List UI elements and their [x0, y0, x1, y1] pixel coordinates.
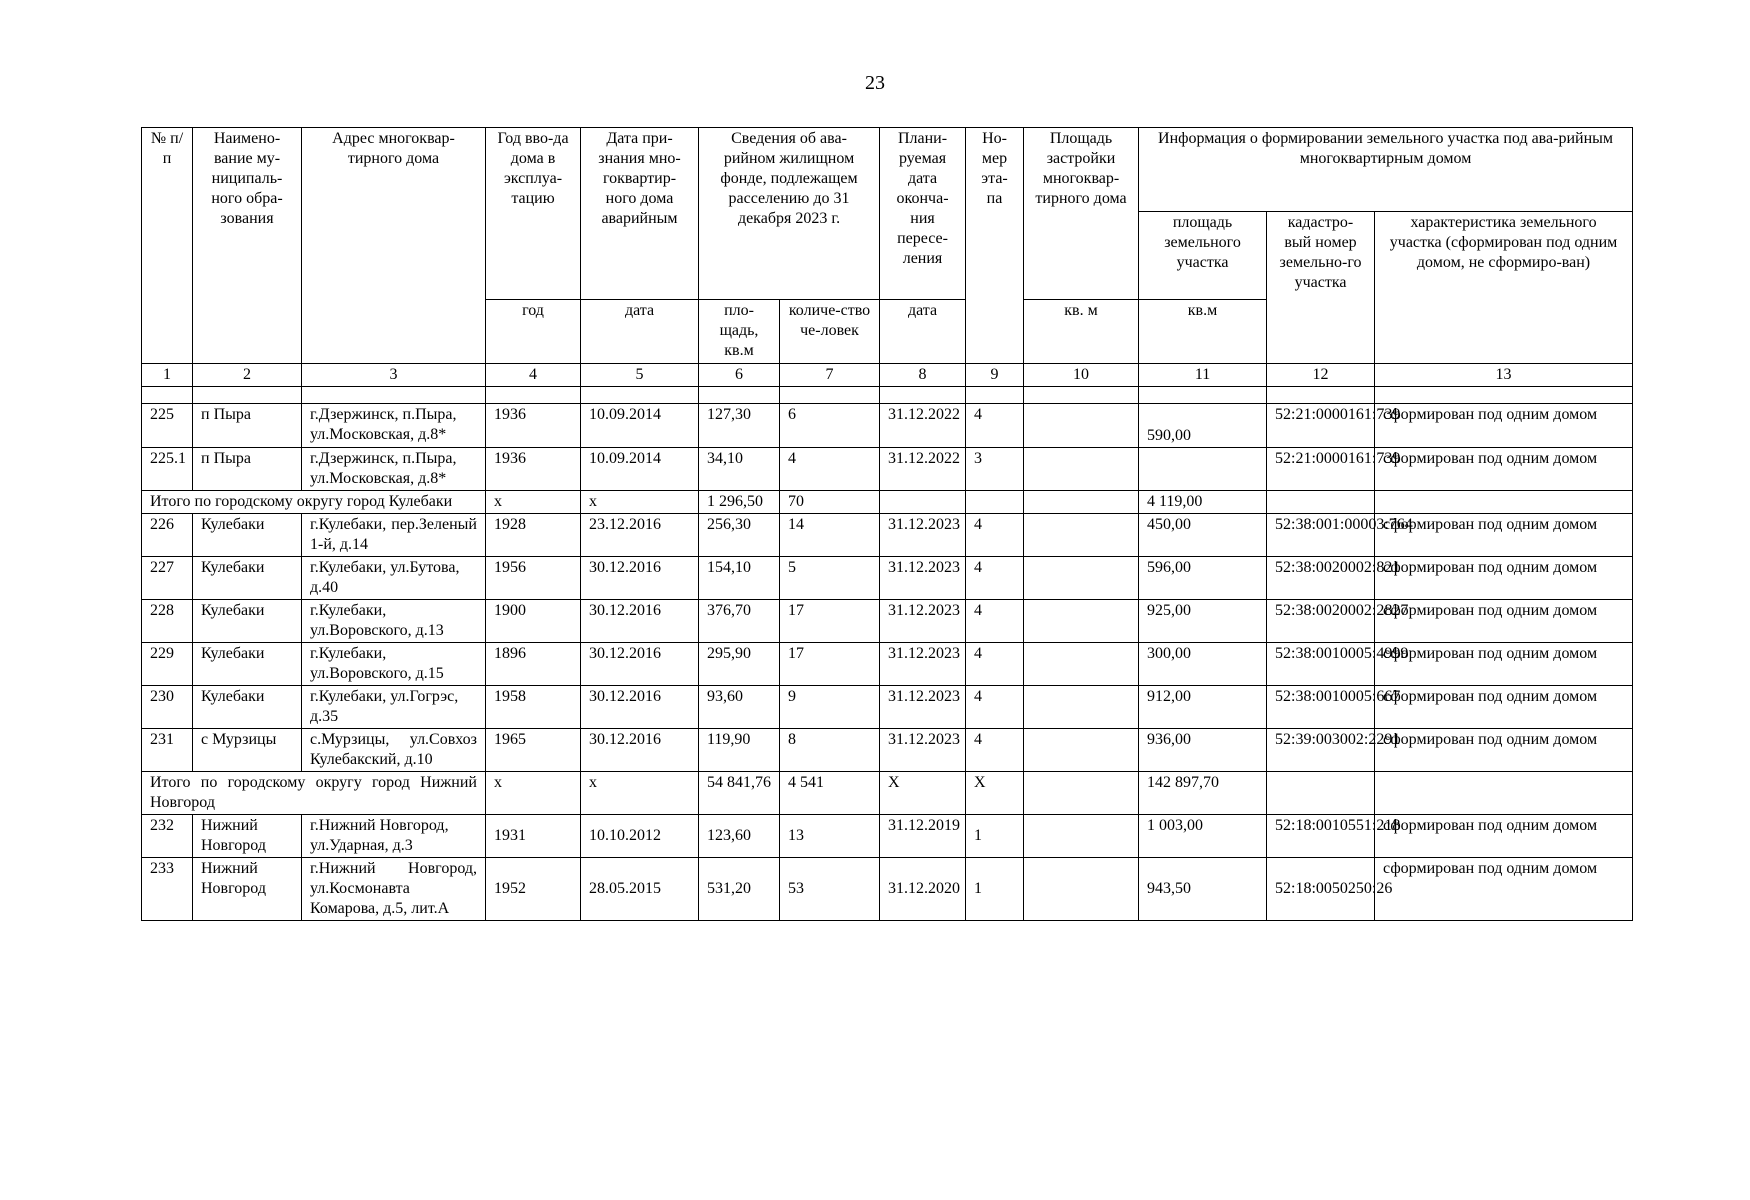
row-cadastral: 52:21:0000161:739	[1267, 448, 1375, 491]
row-number: 225.1	[142, 448, 193, 491]
row-date: 30.12.2016	[581, 643, 699, 686]
col-num: 11	[1139, 364, 1267, 387]
row-area: 93,60	[699, 686, 780, 729]
row-area: 295,90	[699, 643, 780, 686]
row-date: 10.09.2014	[581, 404, 699, 448]
row-municipality: Нижний Новгород	[193, 815, 302, 858]
col-num: 5	[581, 364, 699, 387]
row-building-area	[1024, 643, 1139, 686]
unit-date: дата	[581, 300, 699, 364]
row-building-area	[1024, 815, 1139, 858]
total-date: x	[581, 491, 699, 514]
row-address: г.Нижний Новгород, ул.Космонавта Комарова, д.5, лит.А	[302, 858, 486, 921]
row-land-area: 1 003,00	[1139, 815, 1267, 858]
row-address: г.Кулебаки, пер.Зеленый 1-й, д.14	[302, 514, 486, 557]
row-building-area	[1024, 404, 1139, 448]
row-municipality: Кулебаки	[193, 557, 302, 600]
row-number: 226	[142, 514, 193, 557]
row-cadastral: 52:38:0020002:2827	[1267, 600, 1375, 643]
page-number: 23	[865, 72, 885, 94]
col-num: 1	[142, 364, 193, 387]
header-emergency-fund: Сведения об ава-рийном жилищном фонде, подлежащем расселению до 31 декабря 2023 г.	[699, 128, 880, 300]
row-area: 34,10	[699, 448, 780, 491]
row-area: 123,60	[699, 815, 780, 858]
row-year: 1956	[486, 557, 581, 600]
col-num: 13	[1375, 364, 1633, 387]
total-stage	[966, 491, 1024, 514]
row-address: г.Дзержинск, п.Пыра, ул.Московская, д.8*	[302, 404, 486, 448]
row-characteristic: сформирован под одним домом	[1375, 448, 1633, 491]
unit-people: количе-ство че-ловек	[780, 300, 880, 364]
table-row	[142, 686, 1633, 729]
unit-resettle-date: дата	[880, 300, 966, 364]
row-building-area	[1024, 557, 1139, 600]
row-land-area: 450,00	[1139, 514, 1267, 557]
col-num: 6	[699, 364, 780, 387]
spacer-cell	[966, 387, 1024, 404]
header-land-characteristic: характеристика земельного участка (сформирован под одним домом, не сформиро-ван)	[1375, 212, 1633, 364]
col-num: 7	[780, 364, 880, 387]
row-year: 1965	[486, 729, 581, 772]
row-area: 154,10	[699, 557, 780, 600]
row-cadastral: 52:38:0010005:667	[1267, 686, 1375, 729]
row-resettle-date: 31.12.2022	[880, 448, 966, 491]
header-land-info: Информация о формировании земельного участка под ава-рийным многоквартирным домом	[1139, 128, 1633, 212]
spacer-cell	[1375, 387, 1633, 404]
row-land-area: 943,50	[1139, 858, 1267, 921]
row-characteristic: сформирован под одним домом	[1375, 404, 1633, 448]
row-people: 9	[780, 686, 880, 729]
row-municipality: Кулебаки	[193, 643, 302, 686]
col-num: 2	[193, 364, 302, 387]
table-row	[142, 643, 1633, 686]
header-year: Год вво-да дома в эксплуа-тацию	[486, 128, 581, 300]
row-people: 14	[780, 514, 880, 557]
row-resettle-date: 31.12.2019	[880, 815, 966, 858]
row-address: г.Кулебаки, ул.Бутова, д.40	[302, 557, 486, 600]
row-building-area	[1024, 858, 1139, 921]
total-year: x	[486, 772, 581, 815]
row-people: 53	[780, 858, 880, 921]
row-area: 531,20	[699, 858, 780, 921]
spacer-cell	[880, 387, 966, 404]
header-land-area: площадь земельного участка	[1139, 212, 1267, 300]
row-stage: 4	[966, 729, 1024, 772]
row-date: 28.05.2015	[581, 858, 699, 921]
unit-land-area: кв.м	[1139, 300, 1267, 364]
total-cadastral	[1267, 772, 1375, 815]
row-stage: 1	[966, 815, 1024, 858]
row-building-area	[1024, 600, 1139, 643]
row-stage: 1	[966, 858, 1024, 921]
row-address: с.Мурзицы, ул.Совхоз Кулебакский, д.10	[302, 729, 486, 772]
spacer-cell	[142, 387, 193, 404]
spacer-cell	[193, 387, 302, 404]
col-num: 9	[966, 364, 1024, 387]
row-cadastral: 52:38:001:00003:764	[1267, 514, 1375, 557]
col-num: 8	[880, 364, 966, 387]
col-num: 3	[302, 364, 486, 387]
row-cadastral: 52:18:0050250:26	[1267, 858, 1375, 921]
row-date: 10.09.2014	[581, 448, 699, 491]
row-characteristic: сформирован под одним домом	[1375, 643, 1633, 686]
row-cadastral: 52:38:0010005:4999	[1267, 643, 1375, 686]
total-building-area	[1024, 491, 1139, 514]
total-people: 4 541	[780, 772, 880, 815]
row-municipality: Кулебаки	[193, 600, 302, 643]
row-resettle-date: 31.12.2020	[880, 858, 966, 921]
row-municipality: п Пыра	[193, 448, 302, 491]
unit-building-area: кв. м	[1024, 300, 1139, 364]
row-people: 17	[780, 643, 880, 686]
table-row	[142, 600, 1633, 643]
row-characteristic: сформирован под одним домом	[1375, 858, 1633, 921]
row-land-area: 925,00	[1139, 600, 1267, 643]
row-area: 256,30	[699, 514, 780, 557]
header-number: № п/п	[142, 128, 193, 364]
row-number: 232	[142, 815, 193, 858]
header-municipality: Наимено-вание му-ниципаль-ного обра-зования	[193, 128, 302, 364]
row-building-area	[1024, 729, 1139, 772]
header-stage: Но-мер эта-па	[966, 128, 1024, 364]
row-land-area: 596,00	[1139, 557, 1267, 600]
row-resettle-date: 31.12.2022	[880, 404, 966, 448]
row-characteristic: сформирован под одним домом	[1375, 600, 1633, 643]
table-row	[142, 557, 1633, 600]
row-municipality: с Мурзицы	[193, 729, 302, 772]
row-date: 23.12.2016	[581, 514, 699, 557]
row-year: 1952	[486, 858, 581, 921]
table-row	[142, 858, 1633, 921]
row-year: 1928	[486, 514, 581, 557]
total-resettle-date: X	[880, 772, 966, 815]
spacer-cell	[302, 387, 486, 404]
total-area: 1 296,50	[699, 491, 780, 514]
header-recognition-date: Дата при-знания мно-гоквартир-ного дома аварийным	[581, 128, 699, 300]
row-people: 4	[780, 448, 880, 491]
row-number: 229	[142, 643, 193, 686]
row-stage: 4	[966, 600, 1024, 643]
total-building-area	[1024, 772, 1139, 815]
row-date: 30.12.2016	[581, 729, 699, 772]
total-characteristic	[1375, 772, 1633, 815]
row-land-area	[1139, 448, 1267, 491]
total-land-area: 4 119,00	[1139, 491, 1267, 514]
row-resettle-date: 31.12.2023	[880, 600, 966, 643]
spacer-cell	[581, 387, 699, 404]
row-address: г.Кулебаки, ул.Гогрэс, д.35	[302, 686, 486, 729]
row-cadastral: 52:21:0000161:739	[1267, 404, 1375, 448]
row-stage: 4	[966, 404, 1024, 448]
total-row	[142, 772, 1633, 815]
total-label: Итого по городскому округу город Кулебаки	[142, 491, 486, 514]
row-date: 10.10.2012	[581, 815, 699, 858]
spacer-cell	[486, 387, 581, 404]
header-cadastral-number: кадастро-вый номер земельно-го участка	[1267, 212, 1375, 364]
col-num: 4	[486, 364, 581, 387]
total-land-area: 142 897,70	[1139, 772, 1267, 815]
row-year: 1900	[486, 600, 581, 643]
row-people: 13	[780, 815, 880, 858]
row-building-area	[1024, 514, 1139, 557]
row-year: 1958	[486, 686, 581, 729]
row-land-area: 936,00	[1139, 729, 1267, 772]
row-cadastral: 52:39:003002:2291	[1267, 729, 1375, 772]
row-address: г.Дзержинск, п.Пыра, ул.Московская, д.8*	[302, 448, 486, 491]
header-address: Адрес многоквар-тирного дома	[302, 128, 486, 364]
row-characteristic: сформирован под одним домом	[1375, 514, 1633, 557]
total-stage: X	[966, 772, 1024, 815]
row-characteristic: сформирован под одним домом	[1375, 686, 1633, 729]
row-people: 17	[780, 600, 880, 643]
table-row	[142, 815, 1633, 858]
row-resettle-date: 31.12.2023	[880, 557, 966, 600]
row-resettle-date: 31.12.2023	[880, 643, 966, 686]
row-municipality: п Пыра	[193, 404, 302, 448]
unit-year: год	[486, 300, 581, 364]
row-cadastral: 52:38:0020002:821	[1267, 557, 1375, 600]
row-date: 30.12.2016	[581, 686, 699, 729]
row-stage: 4	[966, 686, 1024, 729]
total-date: x	[581, 772, 699, 815]
row-date: 30.12.2016	[581, 600, 699, 643]
row-municipality: Кулебаки	[193, 686, 302, 729]
row-year: 1896	[486, 643, 581, 686]
spacer-cell	[780, 387, 880, 404]
table-row	[142, 404, 1633, 448]
header-building-area: Площадь застройки многоквар-тирного дома	[1024, 128, 1139, 300]
row-year: 1931	[486, 815, 581, 858]
row-land-area: 300,00	[1139, 643, 1267, 686]
row-stage: 4	[966, 514, 1024, 557]
spacer-cell	[1024, 387, 1139, 404]
row-number: 228	[142, 600, 193, 643]
row-resettle-date: 31.12.2023	[880, 514, 966, 557]
total-year: x	[486, 491, 581, 514]
row-date: 30.12.2016	[581, 557, 699, 600]
total-label: Итого по городскому округу город Нижний Новгород	[142, 772, 486, 815]
row-area: 119,90	[699, 729, 780, 772]
emergency-housing-table	[141, 127, 1633, 921]
row-stage: 4	[966, 643, 1024, 686]
row-people: 5	[780, 557, 880, 600]
row-number: 227	[142, 557, 193, 600]
row-number: 230	[142, 686, 193, 729]
total-people: 70	[780, 491, 880, 514]
spacer-cell	[699, 387, 780, 404]
total-characteristic	[1375, 491, 1633, 514]
table-row	[142, 729, 1633, 772]
total-area: 54 841,76	[699, 772, 780, 815]
row-characteristic: сформирован под одним домом	[1375, 815, 1633, 858]
row-address: г.Нижний Новгород, ул.Ударная, д.3	[302, 815, 486, 858]
row-land-area: 590,00	[1139, 404, 1267, 448]
total-resettle-date	[880, 491, 966, 514]
row-characteristic: сформирован под одним домом	[1375, 557, 1633, 600]
row-resettle-date: 31.12.2023	[880, 729, 966, 772]
row-address: г.Кулебаки, ул.Воровского, д.15	[302, 643, 486, 686]
row-address: г.Кулебаки, ул.Воровского, д.13	[302, 600, 486, 643]
row-stage: 3	[966, 448, 1024, 491]
row-people: 6	[780, 404, 880, 448]
spacer-cell	[1267, 387, 1375, 404]
row-number: 231	[142, 729, 193, 772]
row-stage: 4	[966, 557, 1024, 600]
total-row	[142, 491, 1633, 514]
row-municipality: Кулебаки	[193, 514, 302, 557]
row-area: 376,70	[699, 600, 780, 643]
row-resettle-date: 31.12.2023	[880, 686, 966, 729]
row-area: 127,30	[699, 404, 780, 448]
spacer-cell	[1139, 387, 1267, 404]
row-cadastral: 52:18:0010551:218	[1267, 815, 1375, 858]
row-people: 8	[780, 729, 880, 772]
row-building-area	[1024, 448, 1139, 491]
table-row	[142, 448, 1633, 491]
row-year: 1936	[486, 448, 581, 491]
total-cadastral	[1267, 491, 1375, 514]
row-year: 1936	[486, 404, 581, 448]
col-num: 12	[1267, 364, 1375, 387]
row-building-area	[1024, 686, 1139, 729]
table-row	[142, 514, 1633, 557]
col-num: 10	[1024, 364, 1139, 387]
row-land-area: 912,00	[1139, 686, 1267, 729]
unit-area: пло-щадь, кв.м	[699, 300, 780, 364]
row-number: 225	[142, 404, 193, 448]
row-characteristic: сформирован под одним домом	[1375, 729, 1633, 772]
row-municipality: Нижний Новгород	[193, 858, 302, 921]
row-number: 233	[142, 858, 193, 921]
header-resettlement-date: Плани-руемая дата оконча-ния пересе-ления	[880, 128, 966, 300]
